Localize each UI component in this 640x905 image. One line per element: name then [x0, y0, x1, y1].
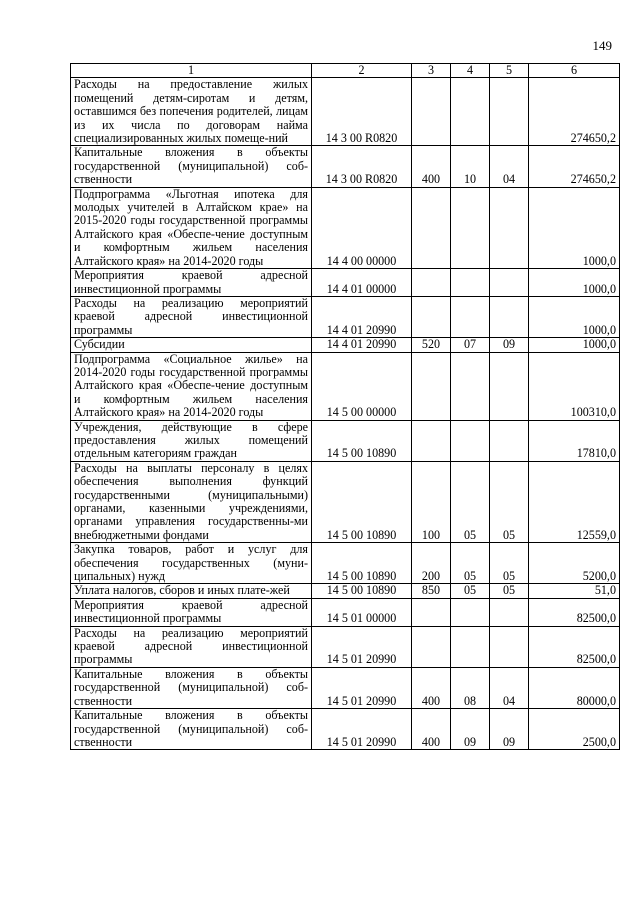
row-name: Уплата налогов, сборов и иных плате-жей — [71, 584, 312, 598]
row-code: 14 5 00 10890 — [312, 584, 412, 598]
row-name: Расходы на предоставление жилых помещений детям-сиротам и детям, оставшимся без попечения родителей, лицам из их числа по договорам найма специализированных жилых помеще-ний — [71, 78, 312, 146]
table-row — [71, 420, 620, 461]
row-amount: 1000,0 — [529, 187, 620, 268]
table-row — [71, 543, 620, 584]
row-expense-type: 400 — [412, 146, 451, 187]
row-name: Подпрограмма «Льготная ипотека для молодых учителей в Алтайском крае» на 2015-2020 годы государственной программы Алтайского края «Обеспе-чение доступным и комфортным жильем населения Алтайского края» на 2014-2020 годы — [71, 187, 312, 268]
row-section: 07 — [451, 338, 490, 352]
row-expense-type — [412, 352, 451, 420]
table-row — [71, 269, 620, 297]
row-section — [451, 78, 490, 146]
row-name: Учреждения, действующие в сфере предоставления жилых помещений отдельным категориям граждан — [71, 420, 312, 461]
row-subsection: 09 — [490, 338, 529, 352]
row-amount: 100310,0 — [529, 352, 620, 420]
row-name: Капитальные вложения в объекты государственной (муниципальной) соб-ственности — [71, 667, 312, 708]
budget-table — [70, 63, 620, 750]
row-code: 14 4 00 00000 — [312, 187, 412, 268]
row-expense-type — [412, 269, 451, 297]
row-expense-type: 200 — [412, 543, 451, 584]
row-section — [451, 420, 490, 461]
row-subsection — [490, 187, 529, 268]
row-name: Закупка товаров, работ и услуг для обеспечения государственных (муни-ципальных) нужд — [71, 543, 312, 584]
row-code: 14 3 00 R0820 — [312, 78, 412, 146]
table-row — [71, 598, 620, 626]
row-name: Подпрограмма «Социальное жилье» на 2014-2020 годы государственной программы Алтайского края «Обеспе-чение доступным и комфортным жильем населения Алтайского края» на 2014-2020 годы — [71, 352, 312, 420]
row-section: 08 — [451, 667, 490, 708]
row-subsection — [490, 598, 529, 626]
row-subsection — [490, 352, 529, 420]
row-expense-type — [412, 296, 451, 337]
table-row — [71, 626, 620, 667]
header-cell: 2 — [312, 64, 412, 78]
row-amount: 274650,2 — [529, 78, 620, 146]
row-subsection: 05 — [490, 543, 529, 584]
row-name: Субсидии — [71, 338, 312, 352]
row-expense-type: 850 — [412, 584, 451, 598]
header-cell: 1 — [71, 64, 312, 78]
row-amount: 17810,0 — [529, 420, 620, 461]
row-section — [451, 269, 490, 297]
table-row — [71, 187, 620, 268]
row-name: Расходы на реализацию мероприятий краевой адресной инвестиционной программы — [71, 296, 312, 337]
row-code: 14 5 01 00000 — [312, 598, 412, 626]
row-section — [451, 296, 490, 337]
table-row — [71, 709, 620, 750]
row-code: 14 5 01 20990 — [312, 709, 412, 750]
row-code: 14 4 01 20990 — [312, 338, 412, 352]
row-subsection — [490, 626, 529, 667]
page-number: 149 — [592, 38, 612, 53]
table-row — [71, 146, 620, 187]
row-amount: 80000,0 — [529, 667, 620, 708]
row-section — [451, 352, 490, 420]
row-amount: 1000,0 — [529, 296, 620, 337]
table-row — [71, 667, 620, 708]
row-subsection: 05 — [490, 461, 529, 542]
row-code: 14 4 01 20990 — [312, 296, 412, 337]
row-expense-type — [412, 420, 451, 461]
row-name: Мероприятия краевой адресной инвестиционной программы — [71, 269, 312, 297]
row-code: 14 5 00 10890 — [312, 461, 412, 542]
row-section: 05 — [451, 461, 490, 542]
row-name: Капитальные вложения в объекты государственной (муниципальной) соб-ственности — [71, 146, 312, 187]
row-expense-type: 520 — [412, 338, 451, 352]
row-name: Расходы на реализацию мероприятий краевой адресной инвестиционной программы — [71, 626, 312, 667]
table-row — [71, 338, 620, 352]
table-row — [71, 352, 620, 420]
row-code: 14 5 00 10890 — [312, 420, 412, 461]
row-amount: 1000,0 — [529, 269, 620, 297]
row-subsection: 04 — [490, 146, 529, 187]
row-expense-type — [412, 626, 451, 667]
row-subsection — [490, 78, 529, 146]
row-section — [451, 626, 490, 667]
row-subsection — [490, 269, 529, 297]
row-section: 09 — [451, 709, 490, 750]
row-section: 10 — [451, 146, 490, 187]
table-row — [71, 78, 620, 146]
row-code: 14 5 01 20990 — [312, 626, 412, 667]
row-subsection: 04 — [490, 667, 529, 708]
row-code: 14 5 01 20990 — [312, 667, 412, 708]
row-section: 05 — [451, 543, 490, 584]
row-code: 14 5 00 10890 — [312, 543, 412, 584]
row-section — [451, 598, 490, 626]
table-header-row — [71, 64, 620, 78]
row-subsection: 09 — [490, 709, 529, 750]
row-name: Мероприятия краевой адресной инвестиционной программы — [71, 598, 312, 626]
row-amount: 12559,0 — [529, 461, 620, 542]
row-amount: 82500,0 — [529, 598, 620, 626]
header-cell: 6 — [529, 64, 620, 78]
row-expense-type: 400 — [412, 667, 451, 708]
row-name: Капитальные вложения в объекты государственной (муниципальной) соб-ственности — [71, 709, 312, 750]
row-expense-type: 400 — [412, 709, 451, 750]
row-code: 14 5 00 00000 — [312, 352, 412, 420]
row-name: Расходы на выплаты персоналу в целях обеспечения выполнения функций государственными (муниципальными) органами, казенными учреждениями, органами управления государственны-ми внебюджетными фондами — [71, 461, 312, 542]
row-amount: 2500,0 — [529, 709, 620, 750]
row-code: 14 4 01 00000 — [312, 269, 412, 297]
row-amount: 82500,0 — [529, 626, 620, 667]
row-amount: 274650,2 — [529, 146, 620, 187]
header-cell: 4 — [451, 64, 490, 78]
row-code: 14 3 00 R0820 — [312, 146, 412, 187]
row-amount: 5200,0 — [529, 543, 620, 584]
row-section: 05 — [451, 584, 490, 598]
row-subsection: 05 — [490, 584, 529, 598]
header-cell: 5 — [490, 64, 529, 78]
table-row — [71, 296, 620, 337]
row-amount: 51,0 — [529, 584, 620, 598]
row-expense-type — [412, 598, 451, 626]
header-cell: 3 — [412, 64, 451, 78]
table-row — [71, 584, 620, 598]
row-amount: 1000,0 — [529, 338, 620, 352]
table-row — [71, 461, 620, 542]
row-expense-type — [412, 187, 451, 268]
row-expense-type: 100 — [412, 461, 451, 542]
row-subsection — [490, 296, 529, 337]
row-subsection — [490, 420, 529, 461]
row-expense-type — [412, 78, 451, 146]
row-section — [451, 187, 490, 268]
